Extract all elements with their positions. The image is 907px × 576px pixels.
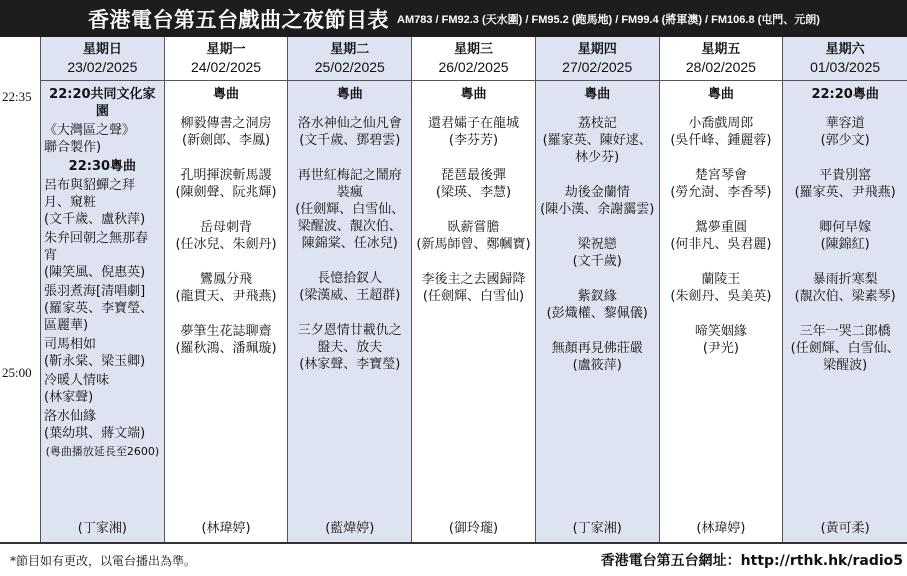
footer [0, 544, 907, 576]
program-cast: (任冰兒、朱劍丹) [175, 237, 277, 252]
program-host: (御玲瓏) [448, 521, 499, 536]
program-title: 卿何早嫁 [819, 220, 872, 235]
program-title: 荔枝記 [577, 116, 617, 131]
program-cast: (林家聲) [44, 390, 94, 405]
program-host: (黃可柔) [820, 521, 870, 536]
day-date: 25/02/2025 [314, 59, 385, 75]
program-title: 冷暖人情味 [44, 373, 110, 388]
time-column [0, 37, 41, 542]
program-title: 司馬相如 [44, 337, 97, 352]
program-note: (粵曲播放延長至2600) [45, 445, 160, 458]
program-title: 無顏再見佛莊嚴 [551, 341, 643, 356]
program-cast: (文千歲、盧秋萍) [44, 212, 146, 227]
program-entry [539, 184, 656, 218]
program-title: 琵琶最後彈 [440, 168, 506, 183]
day-name: 星期四 [577, 42, 617, 57]
program-entry [291, 167, 408, 252]
program-entry [291, 86, 408, 103]
program-entry [44, 122, 161, 156]
program-block-header: 粵曲 [336, 87, 363, 102]
program-entry [168, 323, 285, 357]
program-host: (丁家湘) [77, 521, 127, 536]
program-cast: (陳錦紅) [820, 237, 870, 252]
program-cast: (郭少文) [820, 133, 870, 148]
program-entry [786, 86, 904, 103]
program-title: 蘭陵王 [701, 272, 741, 287]
program-entry [168, 86, 285, 103]
program-title: 柳毅傳書之洞房 [180, 116, 272, 131]
day-column [536, 37, 660, 542]
program-entry [291, 115, 408, 149]
program-entry [415, 219, 532, 253]
program-entry [539, 115, 656, 166]
program-cast: (任劍輝、白雪仙) [422, 289, 525, 304]
day-programs [536, 81, 659, 542]
program-title: 三年一哭二郎橋 [799, 324, 891, 339]
program-host: (藍煒婷) [325, 521, 375, 536]
program-cast: (羅家英、陳好逑、林少芬) [542, 133, 652, 165]
program-cast: (羅家英、李寶瑩、區麗華) [44, 301, 154, 333]
program-entry [291, 270, 408, 304]
program-block-header: 粵曲 [460, 87, 487, 102]
program-title: 小喬戲周郎 [688, 116, 754, 131]
program-title: 鴛夢重圓 [694, 220, 747, 235]
program-title: 平貴別窰 [819, 168, 872, 183]
program-entry [44, 158, 161, 175]
program-title: 洛水仙緣 [44, 409, 97, 424]
program-block-header: 粵曲 [584, 87, 611, 102]
program-entry [44, 177, 161, 228]
program-cast: (彭熾權、黎佩儀) [546, 306, 648, 321]
program-cast: (任劍輝、白雪仙、梁醒波) [790, 341, 900, 373]
program-entry [786, 219, 904, 253]
program-title: 李後主之去國歸降 [421, 272, 526, 287]
day-header [660, 37, 783, 81]
program-cast: (新劍郎、李鳳) [181, 133, 271, 148]
footer-note: *節目如有更改，以電台播出為準。 [10, 554, 197, 568]
program-title: 三夕恩情廿載仇之盤夫、放夫 [297, 323, 402, 355]
program-title: 劫後金蘭情 [564, 185, 630, 200]
program-cast: (靳永棠、梁玉卿) [44, 354, 146, 369]
program-cast: (勞允澍、李香琴) [670, 185, 772, 200]
program-cast: (文千歲) [572, 254, 622, 269]
title-bar [0, 0, 907, 37]
program-entry [44, 372, 161, 406]
program-cast: (羅家英、尹飛燕) [794, 185, 896, 200]
program-entry [539, 236, 656, 270]
day-header [536, 37, 659, 81]
program-entry [663, 115, 780, 149]
program-entry [415, 115, 532, 149]
program-title: 孔明揮淚斬馬謖 [180, 168, 272, 183]
program-title: 還君孀子在龍城 [427, 116, 519, 131]
program-cast: (葉幼琪、蔣文端) [44, 426, 146, 441]
program-entry [539, 340, 656, 374]
program-entry [415, 86, 532, 103]
program-title: 華容道 [825, 116, 865, 131]
program-block-header: 粵曲 [707, 87, 734, 102]
program-entry [168, 271, 285, 305]
day-column [412, 37, 536, 542]
program-entry [291, 322, 408, 373]
program-cast: (陳小漢、余謝靄雲) [540, 202, 655, 217]
frequency-list: AM783 / FM92.3 (天水圍) / FM95.2 (跑馬地) / FM99.4 (將軍澳) / FM106.8 (屯門、元朗) [397, 13, 820, 26]
program-cast: (朱劍丹、吳美英) [670, 289, 772, 304]
day-column [783, 37, 907, 542]
program-entry [663, 323, 780, 357]
program-block-header: 22:30粵曲 [68, 159, 137, 174]
day-column [165, 37, 289, 542]
day-date: 01/03/2025 [810, 59, 881, 75]
program-cast: (何非凡、吳君麗) [670, 237, 772, 252]
program-entry [539, 86, 656, 103]
time-label-end: 25:00 [2, 365, 32, 380]
program-entry [44, 283, 161, 334]
program-entry [786, 115, 904, 149]
day-column [288, 37, 412, 542]
day-date: 27/02/2025 [562, 59, 633, 75]
day-header [165, 37, 288, 81]
program-cast: (靚次伯、梁素琴) [794, 289, 896, 304]
day-name: 星期六 [825, 42, 865, 57]
day-name: 星期日 [82, 42, 122, 57]
program-cast: (林家聲、李寶瑩) [299, 357, 401, 372]
program-title: 長憶拾釵人 [317, 271, 383, 286]
program-entry [168, 167, 285, 201]
program-title: 夢筆生花誌聊齋 [180, 324, 272, 339]
day-date: 23/02/2025 [67, 59, 138, 75]
program-entry [786, 271, 904, 305]
day-programs [660, 81, 783, 542]
day-date: 28/02/2025 [685, 59, 756, 75]
day-date: 26/02/2025 [438, 59, 509, 75]
program-entry [786, 167, 904, 201]
program-title: 臥薪嘗膽 [447, 220, 500, 235]
program-entry [44, 86, 161, 120]
program-title: 梁祝戀 [577, 237, 617, 252]
program-cast: (陳劍聲、阮兆輝) [175, 185, 277, 200]
program-entry [663, 167, 780, 201]
program-title: 再世紅梅記之鬧府裝瘋 [297, 168, 402, 200]
program-title: 岳母刺背 [200, 220, 253, 235]
day-column [660, 37, 784, 542]
program-entry [44, 336, 161, 370]
program-block-header: 粵曲 [213, 87, 240, 102]
day-name: 星期一 [206, 42, 246, 57]
program-title: 暴雨折寒梨 [812, 272, 878, 287]
program-block-header: 22:20粵曲 [811, 87, 879, 102]
day-header [288, 37, 411, 81]
day-header [41, 37, 164, 81]
program-cast: (梁瑛、李慧) [435, 185, 512, 200]
day-programs [288, 81, 411, 542]
program-cast: (梁漢威、王超群) [299, 288, 401, 303]
program-entry [786, 323, 904, 374]
program-title: 啼笑姻緣 [694, 324, 747, 339]
program-cast: (新馬師曾、鄭幗寶) [416, 237, 531, 252]
day-name: 星期五 [701, 42, 741, 57]
day-date: 24/02/2025 [191, 59, 262, 75]
program-title: 鸞鳳分飛 [200, 272, 253, 287]
program-host: (丁家湘) [572, 521, 622, 536]
program-entry [168, 219, 285, 253]
program-title: 朱弁回朝之無那春宵 [44, 231, 149, 263]
time-label-start: 22:35 [2, 89, 32, 104]
program-cast: (羅秋鴻、潘珮璇) [175, 341, 277, 356]
program-entry [44, 408, 161, 442]
day-programs [41, 81, 164, 542]
program-entry [168, 115, 285, 149]
program-cast: (李芬芳) [448, 133, 499, 148]
program-title: 《大灣區之聲》 [44, 123, 136, 138]
program-entry [44, 230, 161, 281]
program-title: 洛水神仙之仙凡會 [297, 116, 402, 131]
day-header [412, 37, 535, 81]
day-name: 星期二 [330, 42, 370, 57]
program-title: 張羽煮海[清唱劇] [44, 284, 146, 299]
program-cast: (盧筱萍) [572, 358, 622, 373]
program-entry [663, 271, 780, 305]
program-entry [663, 86, 780, 103]
program-host: (林瑋婷) [201, 521, 251, 536]
schedule-grid [0, 37, 907, 544]
day-name: 星期三 [453, 42, 493, 57]
program-cast: (文千歲、鄧碧雲) [299, 133, 401, 148]
program-cast: (任劍輝、白雪仙、梁醒波、靚次伯、陳錦棠、任冰兒) [295, 202, 405, 251]
day-programs [783, 81, 907, 542]
program-title: 紫釵緣 [577, 289, 617, 304]
page-title: 香港電台第五台戲曲之夜節目表 [88, 7, 389, 32]
program-entry [663, 219, 780, 253]
program-entry [44, 444, 161, 460]
program-block-header: 22:20共同文化家園 [49, 87, 156, 119]
program-cast: (尹光) [702, 341, 739, 356]
day-programs [412, 81, 535, 542]
program-host: (林瑋婷) [696, 521, 746, 536]
day-programs [165, 81, 288, 542]
program-cast: (陳笑風、倪惠英) [44, 265, 146, 280]
program-cast: (吳仟峰、鍾麗蓉) [670, 133, 772, 148]
program-cast: (龍貫天、尹飛燕) [175, 289, 277, 304]
program-title: 楚宮琴會 [694, 168, 747, 183]
day-column [41, 37, 165, 542]
program-entry [415, 167, 532, 201]
footer-website: 香港電台第五台網址：http://rthk.hk/radio5 [600, 553, 903, 569]
program-entry [415, 271, 532, 305]
day-header [783, 37, 907, 81]
program-cast: 聯合製作) [44, 140, 102, 155]
program-entry [539, 288, 656, 322]
program-title: 呂布與貂蟬之拜月、窺粧 [44, 178, 136, 210]
